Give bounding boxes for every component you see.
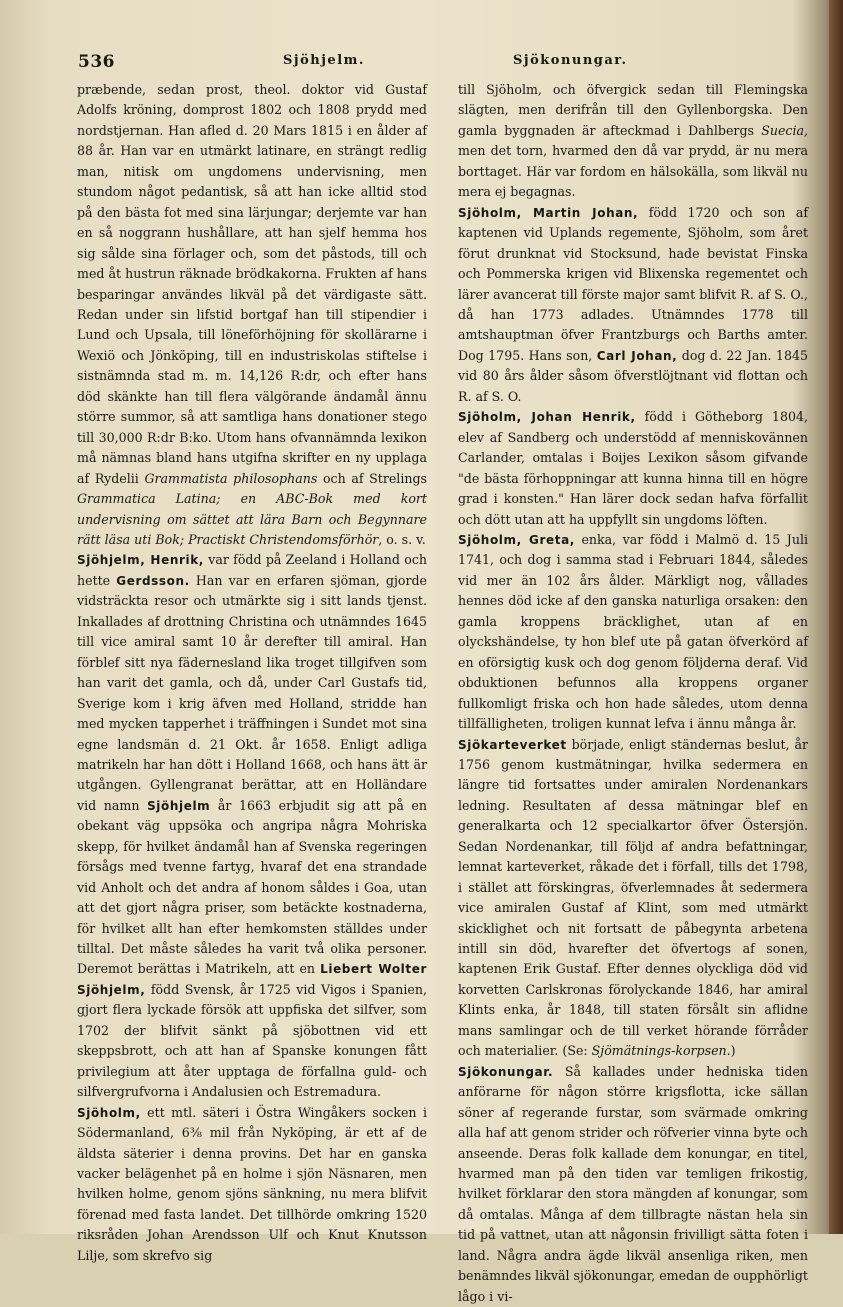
entry-headword: Liebert Wolter Sjöhjelm, bbox=[77, 962, 427, 997]
lexicon-entry bbox=[458, 530, 808, 735]
italic-title: Grammatica Latina; en ABC-Bok med kort undervisning om sättet att lära Barn och Begynnare rätt läsa uti Bok; Practiskt Christendomsförhör bbox=[77, 491, 427, 547]
lexicon-entry bbox=[458, 735, 808, 1062]
entry-headword: Sjöholm, Martin Johan, bbox=[458, 205, 639, 220]
body-text: född 1720 och son af kaptenen vid Uplands regemente, Sjöholm, som året förut drunknat vid Stocksund, hade bevistat Finska och Pommerska krigen vid Blixenska regementet och lärer avancerat till förste major samt blifvit R. af S. O., då han 1773 adlades. Utnämndes 1778 till amtshauptman öfver Frantzburgs och Barths amter. Dog 1795. Hans son, bbox=[458, 204, 808, 363]
body-text: dog d. 22 Jan. 1845 vid 80 års ålder såsom öfverstlöjtnant vid flottan och R. af S. O. bbox=[458, 347, 808, 404]
book-edge bbox=[829, 0, 843, 1234]
entry-headword: Carl Johan, bbox=[596, 348, 678, 363]
entry-headword: Sjöholm, Johan Henrik, bbox=[458, 410, 636, 425]
body-text: född i Götheborg 1804, elev af Sandberg och understödd af menniskovännen Carlander, omtalas i Boijes Lexikon såsom gifvande "de bästa förhoppningar att kunna hinna till en högre grad i konsten." Han lärer dock sedan hafva förfallit och dött utan att ha uppfyllt sin ungdoms löften. bbox=[458, 409, 808, 527]
entry-headword: Sjöhjelm, Henrik, bbox=[77, 553, 204, 568]
lexicon-entry bbox=[458, 203, 808, 408]
body-text: Han var en erfaren sjöman, gjorde vidsträckta resor och utmärkte sig i sitt lands tjenst. Inkallades af drottning Christina och utnämndes 1645 till vice amiral samt 10 år derefter till amiral. Han förblef sitt nya fädernesland lika troget tillgifven som han varit det gamla, och då, under Carl Gustafs tid, Sverige kom i krig äfven med Holland, stridde han med mycken tapperhet i träffningen i Sundet mot sina egne landsmän d. 21 Okt. år 1658. Enligt adliga matrikeln har han dött i Holland 1668, och hans ätt är utgången. Gyllengranat berättar, att en Holländare vid namn bbox=[77, 572, 427, 813]
body-text: Så kallades under hedniska tiden anförarne för någon större krigsflotta, icke sällan söner af regerande furstar, som svärmade omkring alla haf att genom strider och röfverier vinna byte och anseende. Deras folk kallade dem konungar, en titel, hvarmed man på den tiden var temligen frikostig, hvilket förklarar den stora mängden af konungar, som då omtalas. Många af dem tillbragte nästan hela sin tid på vattnet, utan att någonsin frivilligt sätta foten i land. Några andra ägde likväl ansenliga riken, men benämndes likväl sjökonungar, emedan de oupphörligt lågo i vi- bbox=[458, 1063, 808, 1304]
body-text: började, enligt ständernas beslut, år 1756 genom kustmätningar, hvilka sedermera en längre tid fortsattes under amiralen Nordenankars ledning. Resultaten af dessa mätningar blef en generalkarta och 12 specialkartor öfver Östersjön. Sedan Nordenankar, till följd af andra befattningar, lemnat karteverket, råkade det i förfall, tills det 1798, i stället att förskingras, öfverlemnades åt sedermera vice amiralen Gustaf af Klint, som med utmärkt skicklighet och nit fortsatt de påbegynta arbetena intill sin död, hvarefter det öfvertogs af sonen, kaptenen Erik Gustaf. Efter dennes olyckliga död vid korvetten Carlskronas förolyckande 1846, har amiral Klints enka, år 1848, till staten försålt sin aflidne mans samlingar och de till verket hörande förråder och materialier. (Se: bbox=[458, 736, 808, 1059]
body-text: enka, var född i Malmö d. 15 Juli 1741, och dog i samma stad i Februari 1844, således vid mer än 102 års ålder. Märkligt nog, vållades hennes död icke af den ganska naturliga orsaken: den gamla kroppens bräcklighet, utan af en olyckshändelse, ty hon blef ute på gatan öfverkörd af en oförsigtig kusk och dog genom följderna deraf. Vid obduktionen befunnos alla kroppens organer fullkomligt friska och hon hade således, utom denna tillfälligheten, troligen kunnat lefva i ännu många år. bbox=[458, 531, 808, 732]
continued-paragraph bbox=[77, 80, 427, 550]
body-text: præbende, sedan prost, theol. doktor vid Gustaf Adolfs kröning, domprost 1802 och 1808 prydd med nordstjernan. Han afled d. 20 Mars 1815 i en ålder af 88 år. Han var en utmärkt latinare, en strängt redlig man, nitisk om ungdomens undervisning, men stundom något pedantisk, så att han icke alltid stod på den bästa fot med sina lärjungar; derjemte var han en så noggrann hushållare, att han sjelf hemma hos sig sålde sina förlager och, som det påstods, till och med åt hustrun räknade brödkakorna. Frukten af hans besparingar användes likväl på det värdigaste sätt. Redan under sin lifstid bortgaf han till stipendier i Lund och Upsala, till löneförhöjning för skollärarne i Wexiö och Jönköping, till en industriskolas stiftelse i sistnämnda stad m. m. 14,126 R:dr, och efter hans död skänkte han till flera välgörande ändamål ännu större summor, så att samtliga hans donationer stego till 30,000 R:dr B:ko. Utom hans ofvannämnda lexikon må nämnas bland hans utgifna skrifter en ny upplaga af Rydelii bbox=[77, 82, 427, 486]
italic-title: Grammatista philosophans bbox=[144, 470, 318, 486]
entry-headword: Sjöholm, Greta, bbox=[458, 532, 575, 547]
body-text: och af Strelings bbox=[317, 470, 427, 486]
body-text: var född på Zeeland i Holland och hette bbox=[77, 552, 427, 588]
body-text: född Svensk, år 1725 vid Vigos i Spanien, gjort flera lyckade försök att uppfiska det silfver, som 1702 der blifvit sänkt på sjöbottnen vid ett skeppsbrott, och att han af Spanske konungen fått privilegium att åter upptaga de förfallna guld- och silfvergrufvorna i Andalusien och Estremadura. bbox=[77, 981, 427, 1100]
lexicon-entry bbox=[77, 550, 427, 1102]
entry-headword: Sjökonungar. bbox=[458, 1064, 554, 1079]
left-column bbox=[77, 80, 427, 1266]
lexicon-entry bbox=[458, 1062, 808, 1307]
running-head-left: Sjöhjelm. bbox=[283, 53, 365, 68]
lexicon-entry bbox=[77, 1103, 427, 1267]
continued-paragraph bbox=[458, 80, 808, 203]
body-text: år 1663 erbjudit sig att på en obekant väg uppsöka och angripa några Mohriska skepp, för hvilket ändamål han af Svenska regeringen försågs med tvenne fartyg, hvaraf det ena strandade vid Anholt och det andra af honom såldes i Goa, utan att det gjort några priser, som betäckte kostnaderna, för hvilket allt han efter hemkomsten ställdes under tilltal. Det måste således ha varit två olika personer. Deremot berättas i Matrikeln, att en bbox=[77, 797, 427, 977]
lexicon-entry bbox=[458, 407, 808, 530]
entry-headword: Gerdsson. bbox=[116, 573, 190, 588]
body-text: , o. s. v. bbox=[378, 531, 426, 547]
entry-headword: Sjöhjelm bbox=[147, 798, 211, 813]
right-column bbox=[458, 80, 808, 1307]
italic-title: Suecia, bbox=[761, 122, 808, 138]
running-head-right: Sjökonungar. bbox=[513, 53, 628, 68]
entry-headword: Sjökarteverket bbox=[458, 737, 567, 752]
body-text: ett mtl. säteri i Östra Wingåkers socken i Södermanland, 6⅜ mil från Nyköping, är ett af de äldsta säterier i denna provins. Det har en ganska vacker belägenhet på en holme i sjön Näsnaren, men hvilken holme, genom sjöns sänkning, nu mera blifvit förenad med fasta landet. Det tillhörde omkring 1520 riksråden Johan Arendsson Ulf och Knut Knutsson Lilje, som skrefvo sig bbox=[77, 1104, 427, 1263]
page-number: 536 bbox=[78, 52, 115, 72]
italic-title: Sjömätnings-korpsen. bbox=[591, 1043, 731, 1059]
body-text: till Sjöholm, och öfvergick sedan till Flemingska slägten, men derifrån till den Gyllenborgska. Den gamla byggnaden är afteckmad i Dahlbergs bbox=[458, 82, 808, 138]
body-text: men det torn, hvarmed den då var prydd, är nu mera borttaget. Här var fordom en hälsokälla, som likväl nu mera ej begagnas. bbox=[458, 143, 808, 200]
entry-headword: Sjöholm, bbox=[77, 1105, 141, 1120]
page-header bbox=[78, 52, 813, 76]
body-text: ) bbox=[730, 1043, 736, 1059]
